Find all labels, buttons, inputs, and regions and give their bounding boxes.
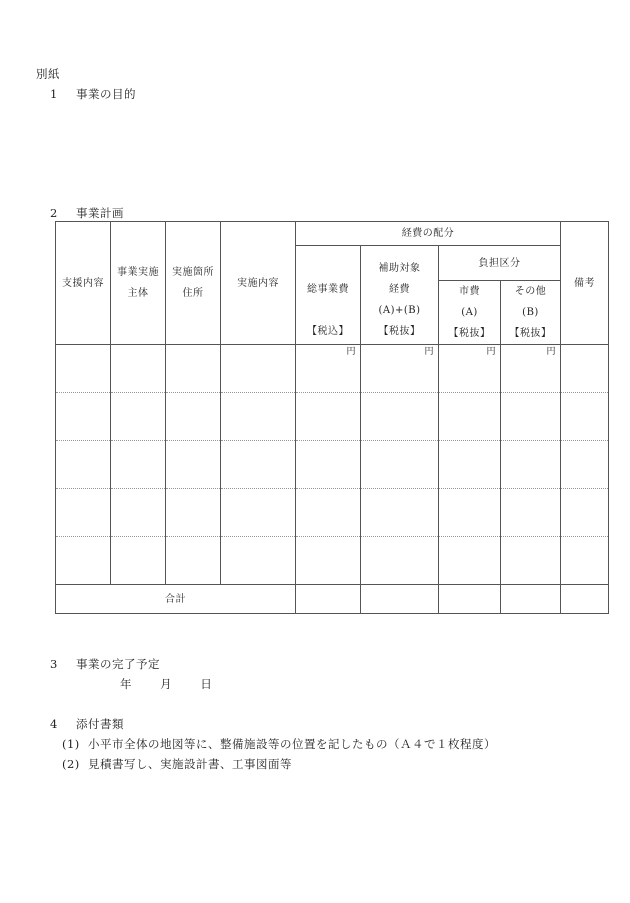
cell-support[interactable] xyxy=(56,489,111,537)
cell-location[interactable] xyxy=(166,489,221,537)
project-plan-table xyxy=(55,221,609,614)
table-row xyxy=(56,489,609,537)
header-burden: 負担区分 xyxy=(439,246,561,281)
item-text: 見積書写し、実施設計書、工事図面等 xyxy=(87,757,292,771)
total-row xyxy=(56,585,609,614)
section-number: 1 xyxy=(50,87,58,101)
header-support: 支援内容 xyxy=(56,222,111,345)
section-4-heading xyxy=(50,716,124,732)
cell-entity[interactable] xyxy=(111,537,166,585)
cell-other-cost[interactable] xyxy=(501,489,561,537)
cell-subsidy-cost[interactable]: 円 xyxy=(361,345,439,393)
day-label: 日 xyxy=(200,677,213,691)
section-number: 3 xyxy=(50,657,58,671)
cell-entity[interactable] xyxy=(111,489,166,537)
header-total-cost: 総事業費 【税込】 xyxy=(296,246,361,345)
cell-city-cost[interactable] xyxy=(439,393,501,441)
header-location: 実施箇所 住所 xyxy=(166,222,221,345)
attachment-label: 別紙 xyxy=(36,67,60,81)
cell-remarks[interactable] xyxy=(561,345,609,393)
cell-remarks[interactable] xyxy=(561,441,609,489)
cell-total-cost[interactable] xyxy=(296,489,361,537)
cell-subsidy-cost[interactable] xyxy=(361,489,439,537)
cell-other-cost[interactable] xyxy=(501,441,561,489)
item-number: (1) xyxy=(62,737,80,751)
cell-content[interactable] xyxy=(221,489,296,537)
section-2-heading xyxy=(50,205,124,221)
total-remarks[interactable] xyxy=(561,585,609,614)
table-row xyxy=(56,393,609,441)
header-entity: 事業実施 主体 xyxy=(111,222,166,345)
cell-subsidy-cost[interactable] xyxy=(361,441,439,489)
cell-total-cost[interactable] xyxy=(296,441,361,489)
cell-support[interactable] xyxy=(56,393,111,441)
total-city-cost[interactable] xyxy=(439,585,501,614)
cell-location[interactable] xyxy=(166,537,221,585)
section-1-heading xyxy=(50,86,136,102)
section-title: 添付書類 xyxy=(75,717,124,731)
cell-city-cost[interactable]: 円 xyxy=(439,345,501,393)
header-other-cost: その他 (B) 【税抜】 xyxy=(501,281,561,345)
cell-entity[interactable] xyxy=(111,441,166,489)
cell-other-cost[interactable]: 円 xyxy=(501,345,561,393)
year-label: 年 xyxy=(120,677,132,691)
cell-remarks[interactable] xyxy=(561,537,609,585)
table-row xyxy=(56,441,609,489)
section-3-heading xyxy=(50,656,160,672)
cell-support[interactable] xyxy=(56,537,111,585)
total-other-cost[interactable] xyxy=(501,585,561,614)
item-number: (2) xyxy=(62,757,80,771)
section-number: 2 xyxy=(50,206,58,220)
cell-remarks[interactable] xyxy=(561,393,609,441)
header-content: 実施内容 xyxy=(221,222,296,345)
cell-content[interactable] xyxy=(221,537,296,585)
item-text: 小平市全体の地図等に、整備施設等の位置を記したもの（Ａ４で１枚程度） xyxy=(87,737,496,751)
cell-location[interactable] xyxy=(166,441,221,489)
cell-city-cost[interactable] xyxy=(439,489,501,537)
cell-content[interactable] xyxy=(221,393,296,441)
cell-city-cost[interactable] xyxy=(439,537,501,585)
cell-location[interactable] xyxy=(166,393,221,441)
cell-content[interactable] xyxy=(221,441,296,489)
cell-subsidy-cost[interactable] xyxy=(361,537,439,585)
cell-support[interactable] xyxy=(56,441,111,489)
cell-remarks[interactable] xyxy=(561,489,609,537)
section-title: 事業計画 xyxy=(75,206,124,220)
cell-total-cost[interactable] xyxy=(296,537,361,585)
section-title: 事業の目的 xyxy=(75,87,136,101)
cell-city-cost[interactable] xyxy=(439,441,501,489)
month-label: 月 xyxy=(160,677,173,691)
attachment-item-2 xyxy=(62,756,292,772)
cell-other-cost[interactable] xyxy=(501,537,561,585)
header-cost-allocation: 経費の配分 xyxy=(296,222,561,246)
completion-date xyxy=(120,676,212,692)
total-total-cost[interactable] xyxy=(296,585,361,614)
cell-subsidy-cost[interactable] xyxy=(361,393,439,441)
total-label: 合計 xyxy=(56,585,296,614)
table-row xyxy=(56,537,609,585)
cell-total-cost[interactable]: 円 xyxy=(296,345,361,393)
cell-support[interactable] xyxy=(56,345,111,393)
cell-location[interactable] xyxy=(166,345,221,393)
cell-entity[interactable] xyxy=(111,393,166,441)
cell-other-cost[interactable] xyxy=(501,393,561,441)
cell-total-cost[interactable] xyxy=(296,393,361,441)
section-title: 事業の完了予定 xyxy=(75,657,160,671)
header-remarks: 備考 xyxy=(561,222,609,345)
total-subsidy-cost[interactable] xyxy=(361,585,439,614)
cell-entity[interactable] xyxy=(111,345,166,393)
table-row xyxy=(56,345,609,393)
cell-content[interactable] xyxy=(221,345,296,393)
header-subsidy-cost: 補助対象 経費 (A)+(B) 【税抜】 xyxy=(361,246,439,345)
attachment-item-1 xyxy=(62,736,496,752)
section-number: 4 xyxy=(50,717,58,731)
header-city-cost: 市費 (A) 【税抜】 xyxy=(439,281,501,345)
